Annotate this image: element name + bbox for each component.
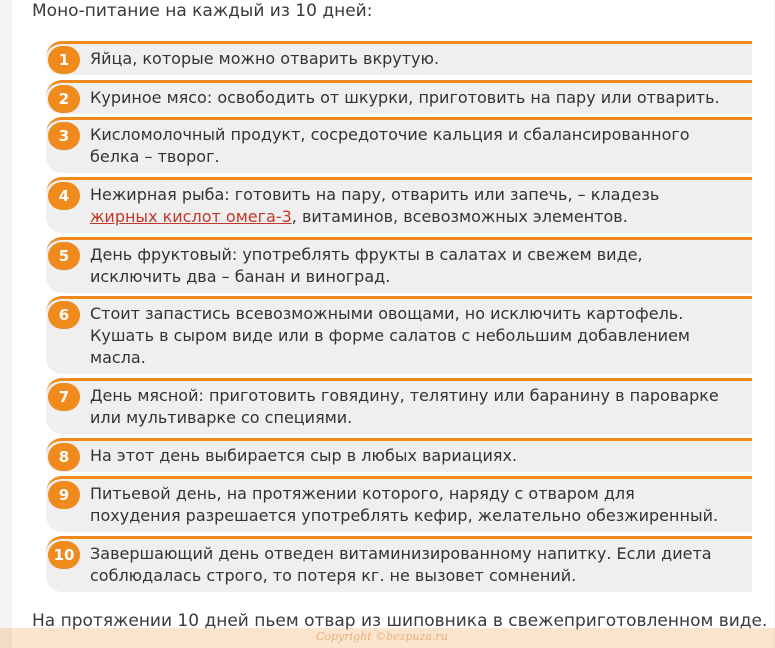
item-text: Нежирная рыба: готовить на пару, отварить или запечь, – кладезь жирных кислот омега-3, витаминов, всевозможных элементов. <box>90 185 660 226</box>
list-item <box>46 117 752 173</box>
item-text: Питьевой день, на протяжении которого, наряду с отваром для похудения разрешается употреблять кефир, желательно обезжиренный. <box>90 484 719 525</box>
item-number-badge: 9 <box>48 481 80 509</box>
item-number-badge: 7 <box>48 383 80 411</box>
list-item <box>46 80 752 114</box>
item-number-badge: 8 <box>48 443 80 471</box>
list-item <box>46 177 752 233</box>
list-item <box>46 296 752 374</box>
item-number-badge: 5 <box>48 242 80 270</box>
list-item <box>46 378 752 434</box>
list-item <box>46 438 752 472</box>
list-item <box>46 237 752 293</box>
omega3-link[interactable]: жирных кислот омега-3 <box>90 207 292 226</box>
watermark-text: Copyright ©bezpuza.ru <box>316 630 448 643</box>
item-number-badge: 3 <box>48 122 80 150</box>
item-text: Куриное мясо: освободить от шкурки, приготовить на пару или отварить. <box>90 88 720 107</box>
item-number-badge: 2 <box>48 85 80 113</box>
list-item <box>46 476 752 532</box>
footer-text: На протяжении 10 дней пьем отвар из шиповника в свежеприготовленном виде. <box>32 611 768 631</box>
watermark-bar <box>0 628 775 648</box>
intro-text: Моно-питание на каждый из 10 дней: <box>32 1 373 21</box>
list-item <box>46 41 752 75</box>
item-number-badge: 1 <box>48 46 80 74</box>
list-item <box>46 536 752 592</box>
item-text: День мясной: приготовить говядину, телятину или баранину в пароварке или мультиварке со специями. <box>90 386 719 427</box>
item-text: На этот день выбирается сыр в любых вариациях. <box>90 446 518 465</box>
item-text: Завершающий день отведен витаминизированному напитку. Если диета соблюдалась строго, то потеря кг. не вызовет сомнений. <box>90 544 712 585</box>
item-text: День фруктовый: употреблять фрукты в салатах и свежем виде, исключить два – банан и виноград. <box>90 245 643 286</box>
item-number-badge: 10 <box>48 541 80 569</box>
item-number-badge: 6 <box>48 301 80 329</box>
item-text: Кисломолочный продукт, сосредоточие кальция и сбалансированного белка – творог. <box>90 125 690 166</box>
item-number-badge: 4 <box>48 182 80 210</box>
item-text: Стоит запастись всевозможными овощами, но исключить картофель. Кушать в сыром виде или в форме салатов с небольшим добавлением масла. <box>90 304 690 367</box>
item-text: Яйца, которые можно отварить вкрутую. <box>90 49 440 68</box>
